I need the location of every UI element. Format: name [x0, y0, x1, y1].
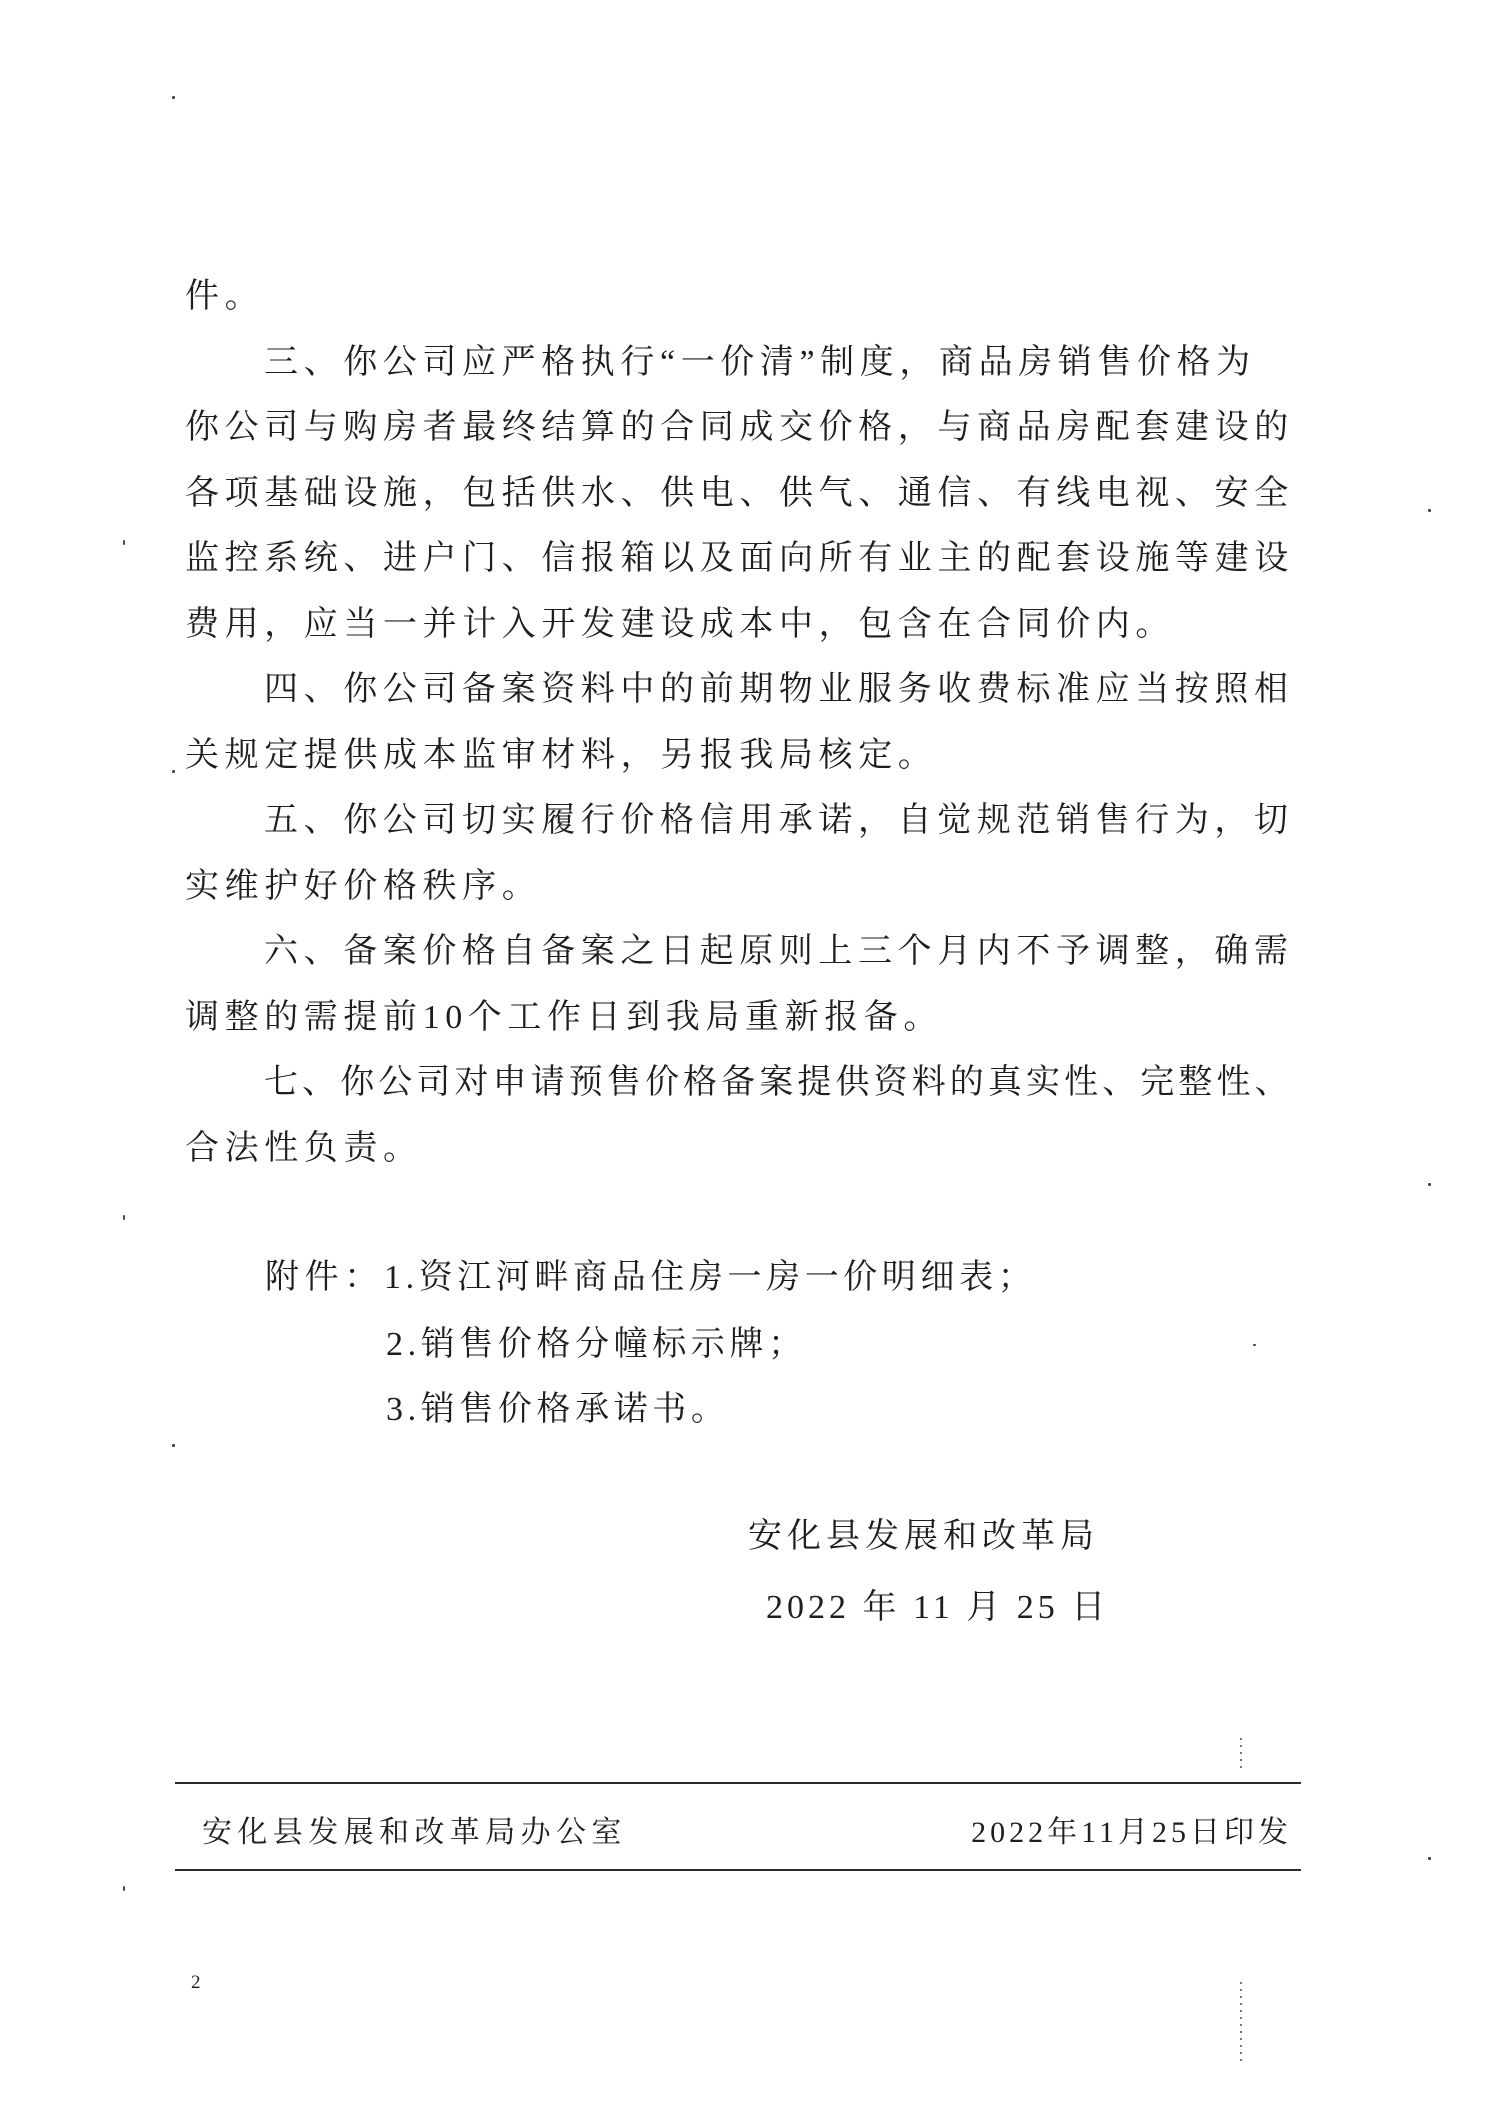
attachment-item: 1.资江河畔商品住房一房一价明细表；	[384, 1259, 1037, 1296]
paragraph-line: 监控系统、进户门、信报箱以及面向所有业主的配套设施等建设	[185, 540, 1294, 577]
scan-speck	[1428, 1183, 1431, 1186]
page-number: 2	[191, 1972, 201, 1993]
paragraph-line: 三、你公司应严格执行“一价清”制度，商品房销售价格为	[264, 344, 1256, 381]
scan-speck	[123, 1215, 125, 1220]
paragraph-line: 六、备案价格自备案之日起原则上三个月内不予调整，确需	[264, 933, 1294, 970]
continuation-line: 件。	[185, 278, 265, 315]
footer-office: 安化县发展和改革局办公室	[202, 1816, 627, 1849]
issuer-name: 安化县发展和改革局	[748, 1518, 1099, 1555]
paragraph-line: 四、你公司备案资料中的前期物业服务收费标准应当按照相	[264, 671, 1294, 708]
paragraph-line: 五、你公司切实履行价格信用承诺，自觉规范销售行为，切	[264, 802, 1294, 839]
scan-speck	[172, 770, 175, 773]
paragraph-line: 调整的需提前10个工作日到我局重新报备。	[185, 999, 943, 1036]
scan-speck	[123, 540, 125, 545]
paragraph-line: 你公司与购房者最终结算的合同成交价格，与商品房配套建设的	[185, 409, 1294, 446]
paragraph-line: 各项基础设施，包括供水、供电、供气、通信、有线电视、安全	[185, 475, 1294, 512]
attachment-item: 3.销售价格承诺书。	[386, 1391, 730, 1428]
attachment-item: 2.销售价格分幢标示牌；	[386, 1326, 807, 1363]
scan-speck	[172, 96, 175, 99]
footer-top-rule	[175, 1782, 1301, 1784]
footer-bottom-rule	[175, 1869, 1301, 1871]
scan-speck	[1253, 1344, 1256, 1346]
paragraph-line: 实维护好价格秩序。	[185, 868, 542, 905]
issue-date: 2022 年 11 月 25 日	[766, 1589, 1110, 1626]
scan-speck	[123, 1886, 125, 1891]
attachments-label: 附件：	[265, 1259, 384, 1296]
paragraph-line: 合法性负责。	[185, 1130, 423, 1167]
paragraph-line: 七、你公司对申请预售价格备案提供资料的真实性、完整性、	[264, 1064, 1293, 1101]
footer-issued-date: 2022年11月25日印发	[971, 1816, 1292, 1849]
scan-speck	[1428, 1857, 1431, 1860]
paragraph-line: 关规定提供成本监审材料，另报我局核定。	[185, 737, 938, 774]
scan-speck	[172, 1444, 175, 1447]
scan-speck	[1428, 509, 1431, 512]
scan-dotted-mark	[1240, 1982, 1242, 2062]
paragraph-line: 费用，应当一并计入开发建设成本中，包含在合同价内。	[185, 606, 1175, 643]
scan-dotted-mark	[1240, 1738, 1242, 1768]
